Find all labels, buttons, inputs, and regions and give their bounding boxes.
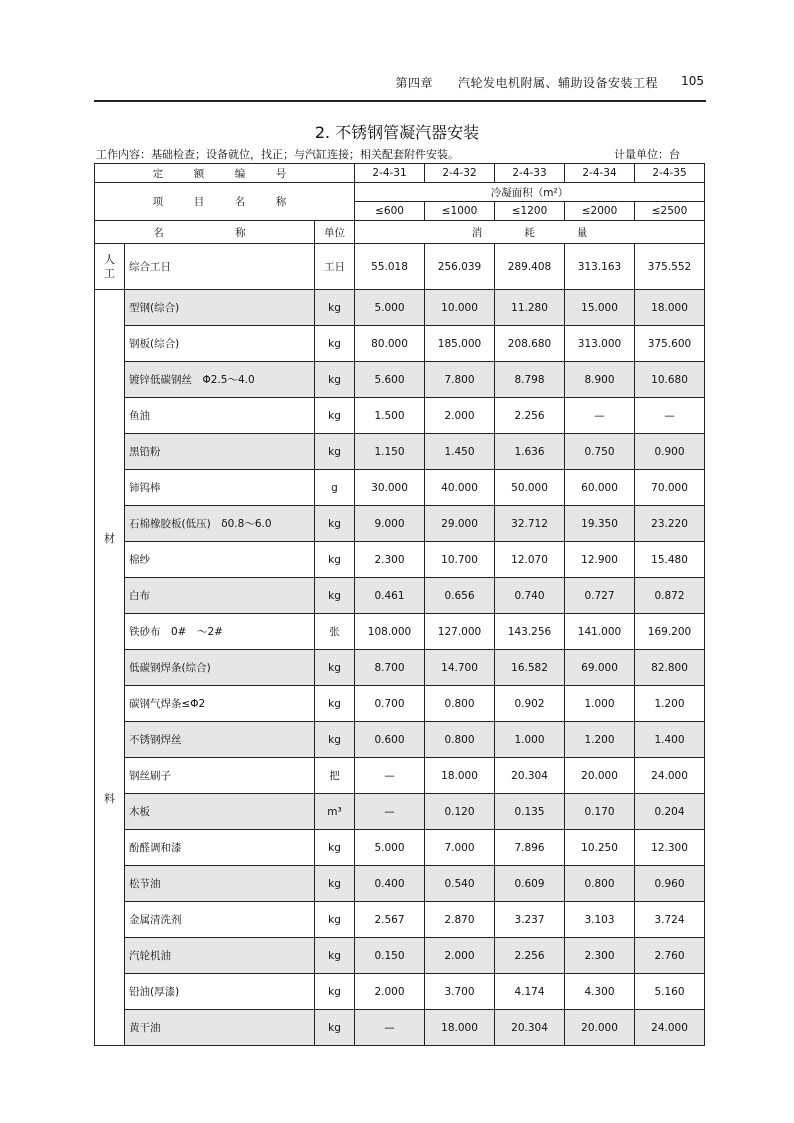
material-value: 69.000: [565, 650, 635, 686]
header-rule: [94, 100, 706, 102]
material-value: 32.712: [495, 506, 565, 542]
material-value: 80.000: [355, 326, 425, 362]
table-row: [95, 1010, 705, 1046]
material-value: 0.900: [635, 434, 705, 470]
material-unit: kg: [315, 326, 355, 362]
table-row: [95, 614, 705, 650]
material-value: 29.000: [425, 506, 495, 542]
material-name: 碳钢气焊条≤Φ2: [125, 686, 315, 722]
material-value: 10.000: [425, 290, 495, 326]
material-value: 0.800: [425, 686, 495, 722]
material-unit: kg: [315, 506, 355, 542]
material-value: 0.700: [355, 686, 425, 722]
page-header: [94, 72, 706, 94]
material-value: 3.724: [635, 902, 705, 938]
material-value: 24.000: [635, 758, 705, 794]
material-unit: kg: [315, 866, 355, 902]
material-value: 2.300: [355, 542, 425, 578]
material-value: 0.120: [425, 794, 495, 830]
labor-row: [95, 244, 705, 290]
material-value: 0.656: [425, 578, 495, 614]
area-value: ≤2500: [635, 202, 705, 221]
table-row: [95, 830, 705, 866]
material-value: 7.800: [425, 362, 495, 398]
material-value: 60.000: [565, 470, 635, 506]
material-value: 5.600: [355, 362, 425, 398]
material-value: 20.304: [495, 1010, 565, 1046]
material-value: 0.204: [635, 794, 705, 830]
material-name: 钢板(综合): [125, 326, 315, 362]
material-value: 169.200: [635, 614, 705, 650]
table-row: [95, 398, 705, 434]
material-unit: kg: [315, 578, 355, 614]
material-value: 1.400: [635, 722, 705, 758]
material-value: 0.800: [425, 722, 495, 758]
page-number: 105: [681, 74, 704, 88]
material-value: —: [355, 794, 425, 830]
material-value: 2.760: [635, 938, 705, 974]
material-name: 铁砂布 0# ～2#: [125, 614, 315, 650]
name-column-header: 名 称: [95, 221, 315, 244]
material-value: 9.000: [355, 506, 425, 542]
material-value: 185.000: [425, 326, 495, 362]
material-value: 1.200: [565, 722, 635, 758]
material-value: 20.000: [565, 758, 635, 794]
material-unit: kg: [315, 686, 355, 722]
material-name: 汽轮机油: [125, 938, 315, 974]
material-value: 0.960: [635, 866, 705, 902]
quota-code: 2-4-33: [495, 164, 565, 183]
table-row: [95, 470, 705, 506]
table-row: [95, 326, 705, 362]
material-value: 7.896: [495, 830, 565, 866]
material-name: 石棉橡胶板(低压) δ0.8～6.0: [125, 506, 315, 542]
material-value: 2.300: [565, 938, 635, 974]
table-row: [95, 902, 705, 938]
material-name: 黄干油: [125, 1010, 315, 1046]
material-value: 2.000: [355, 974, 425, 1010]
material-value: 16.582: [495, 650, 565, 686]
area-value: ≤600: [355, 202, 425, 221]
material-unit: m³: [315, 794, 355, 830]
material-name: 松节油: [125, 866, 315, 902]
labor-category-char: 工: [104, 266, 115, 280]
material-value: 23.220: [635, 506, 705, 542]
table-row: [95, 866, 705, 902]
material-value: 82.800: [635, 650, 705, 686]
material-value: 1.150: [355, 434, 425, 470]
material-name: 棉纱: [125, 542, 315, 578]
material-value: 50.000: [495, 470, 565, 506]
table-row: [95, 290, 705, 326]
material-value: 0.727: [565, 578, 635, 614]
material-unit: kg: [315, 722, 355, 758]
material-value: 8.700: [355, 650, 425, 686]
material-value: 4.300: [565, 974, 635, 1010]
material-unit: kg: [315, 650, 355, 686]
material-value: 2.567: [355, 902, 425, 938]
material-value: 2.000: [425, 938, 495, 974]
material-value: 0.135: [495, 794, 565, 830]
labor-value: 256.039: [425, 244, 495, 290]
material-value: 14.700: [425, 650, 495, 686]
table-row: [95, 722, 705, 758]
area-header-row: [95, 183, 705, 202]
table-row: [95, 542, 705, 578]
material-value: 15.480: [635, 542, 705, 578]
material-value: 1.200: [635, 686, 705, 722]
quota-code-label: 定 额 编 号: [95, 164, 355, 183]
material-unit: g: [315, 470, 355, 506]
labor-value: 289.408: [495, 244, 565, 290]
material-value: 18.000: [425, 758, 495, 794]
material-value: 30.000: [355, 470, 425, 506]
material-name: 鱼油: [125, 398, 315, 434]
material-value: 1.000: [565, 686, 635, 722]
material-value: 0.150: [355, 938, 425, 974]
material-unit: kg: [315, 1010, 355, 1046]
material-value: 3.700: [425, 974, 495, 1010]
material-value: 4.174: [495, 974, 565, 1010]
material-value: 11.280: [495, 290, 565, 326]
labor-value: 55.018: [355, 244, 425, 290]
material-category-char: 料: [104, 792, 115, 805]
material-name: 白布: [125, 578, 315, 614]
material-value: 2.870: [425, 902, 495, 938]
labor-value: 313.163: [565, 244, 635, 290]
material-value: 3.103: [565, 902, 635, 938]
material-unit: kg: [315, 974, 355, 1010]
material-value: 20.000: [565, 1010, 635, 1046]
material-unit: kg: [315, 398, 355, 434]
material-unit: 张: [315, 614, 355, 650]
table-row: [95, 434, 705, 470]
material-unit: kg: [315, 902, 355, 938]
material-value: 19.350: [565, 506, 635, 542]
material-value: 208.680: [495, 326, 565, 362]
material-unit: 把: [315, 758, 355, 794]
material-value: 8.798: [495, 362, 565, 398]
material-value: 2.000: [425, 398, 495, 434]
material-value: —: [565, 398, 635, 434]
material-value: 5.000: [355, 830, 425, 866]
material-value: 313.000: [565, 326, 635, 362]
material-value: 1.636: [495, 434, 565, 470]
material-value: 5.160: [635, 974, 705, 1010]
quota-code-row: [95, 164, 705, 183]
material-value: —: [635, 398, 705, 434]
consumption-header: 消 耗 量: [355, 221, 705, 244]
material-value: 10.700: [425, 542, 495, 578]
unit-column-header: 单位: [315, 221, 355, 244]
material-value: 8.900: [565, 362, 635, 398]
quota-code: 2-4-34: [565, 164, 635, 183]
material-unit: kg: [315, 290, 355, 326]
chapter-title: 第四章 汽轮发电机附属、辅助设备安装工程: [395, 76, 658, 90]
material-value: 0.461: [355, 578, 425, 614]
measurement-unit: 计量单位：台: [614, 148, 680, 161]
material-value: 0.740: [495, 578, 565, 614]
material-value: 40.000: [425, 470, 495, 506]
material-name: 低碳钢焊条(综合): [125, 650, 315, 686]
table-row: [95, 578, 705, 614]
material-category-char: 材: [104, 532, 115, 545]
material-name: 黑铅粉: [125, 434, 315, 470]
material-value: 70.000: [635, 470, 705, 506]
material-value: 10.250: [565, 830, 635, 866]
material-unit: kg: [315, 362, 355, 398]
material-value: 1.000: [495, 722, 565, 758]
table-row: [95, 974, 705, 1010]
material-value: 0.750: [565, 434, 635, 470]
material-value: 10.680: [635, 362, 705, 398]
material-value: 0.609: [495, 866, 565, 902]
item-name-label: 项 目 名 称: [95, 183, 355, 221]
material-value: 0.872: [635, 578, 705, 614]
material-value: 108.000: [355, 614, 425, 650]
material-value: 18.000: [635, 290, 705, 326]
material-value: 1.500: [355, 398, 425, 434]
materials-body: [95, 290, 705, 1046]
area-value: ≤2000: [565, 202, 635, 221]
work-content: 工作内容：基础检查；设备就位，找正；与汽缸连接；相关配套附件安装。: [96, 148, 459, 161]
labor-value: 375.552: [635, 244, 705, 290]
material-value: 12.900: [565, 542, 635, 578]
material-name: 铅油(厚漆): [125, 974, 315, 1010]
material-unit: kg: [315, 830, 355, 866]
table-row: [95, 506, 705, 542]
material-name: 铈钨棒: [125, 470, 315, 506]
material-value: 0.600: [355, 722, 425, 758]
material-value: 0.800: [565, 866, 635, 902]
material-value: 0.400: [355, 866, 425, 902]
material-value: 24.000: [635, 1010, 705, 1046]
material-value: 0.540: [425, 866, 495, 902]
material-value: 2.256: [495, 938, 565, 974]
material-name: 镀锌低碳钢丝 Φ2.5～4.0: [125, 362, 315, 398]
material-unit: kg: [315, 542, 355, 578]
labor-category-char: 人: [104, 252, 115, 266]
material-category: [95, 290, 125, 1046]
table-row: [95, 686, 705, 722]
material-value: 141.000: [565, 614, 635, 650]
material-value: 18.000: [425, 1010, 495, 1046]
material-value: 2.256: [495, 398, 565, 434]
quota-code: 2-4-31: [355, 164, 425, 183]
material-unit: kg: [315, 434, 355, 470]
area-value: ≤1200: [495, 202, 565, 221]
material-value: 143.256: [495, 614, 565, 650]
quota-code: 2-4-32: [425, 164, 495, 183]
material-value: —: [355, 758, 425, 794]
material-value: 0.170: [565, 794, 635, 830]
material-name: 钢丝刷子: [125, 758, 315, 794]
table-row: [95, 938, 705, 974]
material-name: 酚醛调和漆: [125, 830, 315, 866]
quota-table: [94, 163, 705, 1046]
material-value: 15.000: [565, 290, 635, 326]
quota-code: 2-4-35: [635, 164, 705, 183]
column-header-row: [95, 221, 705, 244]
material-value: 0.902: [495, 686, 565, 722]
material-name: 不锈钢焊丝: [125, 722, 315, 758]
section-title: 2. 不锈钢管凝汽器安装: [314, 123, 480, 142]
material-value: 3.237: [495, 902, 565, 938]
material-value: 127.000: [425, 614, 495, 650]
material-value: 7.000: [425, 830, 495, 866]
labor-name: 综合工日: [125, 244, 315, 290]
material-value: 375.600: [635, 326, 705, 362]
table-row: [95, 758, 705, 794]
table-row: [95, 794, 705, 830]
material-value: 1.450: [425, 434, 495, 470]
material-name: 型钢(综合): [125, 290, 315, 326]
material-unit: kg: [315, 938, 355, 974]
material-value: 12.070: [495, 542, 565, 578]
labor-unit: 工日: [315, 244, 355, 290]
condenser-area-label: 冷凝面积（m²）: [355, 183, 705, 202]
table-row: [95, 362, 705, 398]
table-row: [95, 650, 705, 686]
material-value: 5.000: [355, 290, 425, 326]
material-name: 木板: [125, 794, 315, 830]
material-name: 金属清洗剂: [125, 902, 315, 938]
material-value: 20.304: [495, 758, 565, 794]
material-value: 12.300: [635, 830, 705, 866]
labor-category: [95, 244, 125, 290]
area-value: ≤1000: [425, 202, 495, 221]
material-value: —: [355, 1010, 425, 1046]
